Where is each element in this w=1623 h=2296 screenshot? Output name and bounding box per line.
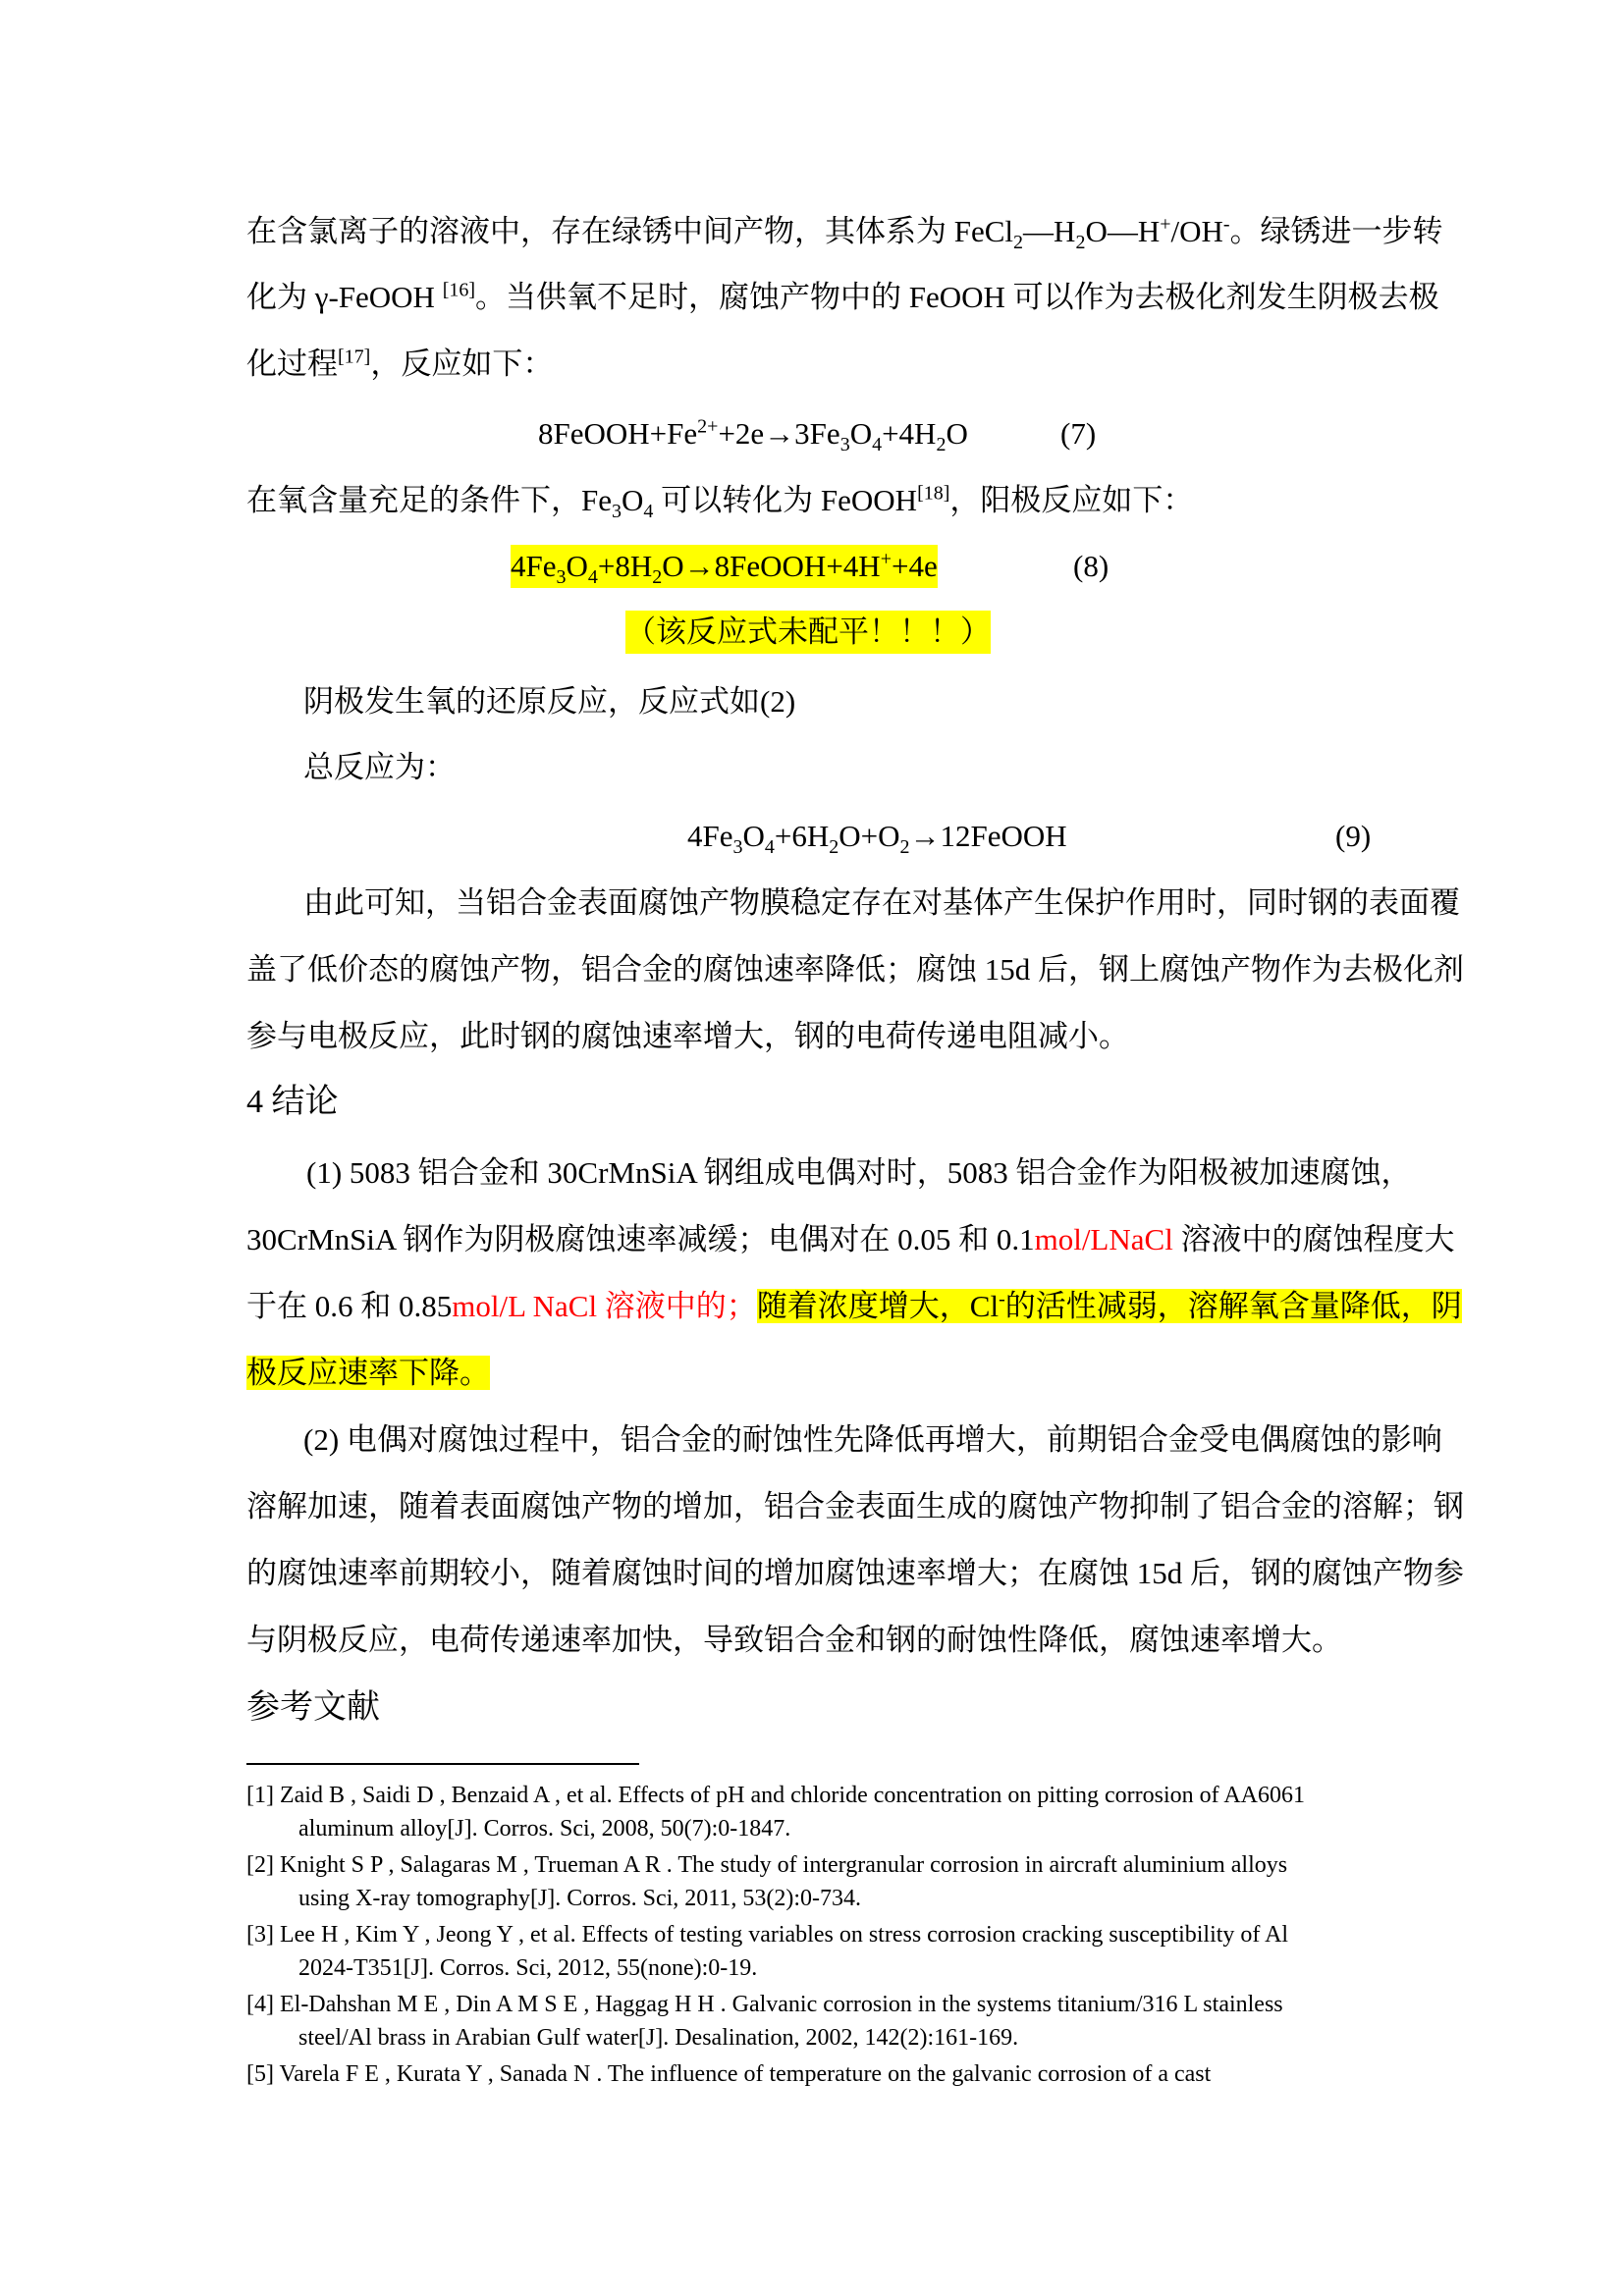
paragraph-1-line-2: 化为 γ-FeOOH [16]。当供氧不足时，腐蚀产物中的 FeOOH 可以作为去极化剂发生阴极去极 (246, 279, 1439, 314)
reference-item: [2] Knight S P , Salagaras M , Trueman A R . The study of intergranular corrosion in aircraft aluminium alloys using X-ray tomography[J]. Corros. Sci, 2011, 53(2):0-734. (246, 1852, 1288, 1911)
reference-item: [1] Zaid B , Saidi D , Benzaid A , et al. Effects of pH and chloride concentration on pitting corrosion of AA6061 aluminum alloy[J]. Corros. Sci, 2008, 50(7):0-1847. (246, 1783, 1305, 1842)
paragraph-5-line-1: 由此可知，当铝合金表面腐蚀产物膜稳定存在对基体产生保护作用时，同时钢的表面覆 (303, 885, 1460, 920)
reference-item: [4] El-Dahshan M E , Din A M S E , Haggag H H . Galvanic corrosion in the systems titanium/316 L stainless steel/Al brass in Arabian Gulf water[J]. Desalination, 2002, 142(2):161-169. (246, 1992, 1283, 2051)
equation-9: $4Fe_3O_4+6H_2O+O_2\to 12FeOOH$ (687, 819, 1067, 859)
section-heading-references: 参考文献 (246, 1689, 380, 1726)
paragraph-2: 在氧含量充足的条件下，$Fe_3O_4$ 可以转化为 FeOOH[18]，阳极反应如下： (246, 482, 1194, 523)
conclusion-2-line-3: 的腐蚀速率前期较小，随着腐蚀时间的增加腐蚀速率增大；在腐蚀 15d 后，钢的腐蚀产物参 (246, 1556, 1464, 1590)
paragraph-5-line-3: 参与电极反应，此时钢的腐蚀速率增大，钢的电荷传递电阻减小。 (246, 1019, 1129, 1053)
citation: [16] (442, 279, 476, 301)
equation-8-number: (8) (1073, 549, 1109, 583)
footnote-rule (246, 1763, 639, 1765)
equation-7-number: (7) (1060, 416, 1097, 451)
citation: [18] (917, 482, 950, 505)
citation: [17] (338, 346, 371, 368)
reference-item: [5] Varela F E , Kurata Y , Sanada N . The influence of temperature on the galvanic corrosion of a cast (246, 2061, 1212, 2087)
conclusion-1-line-3: 于在 0.6 和 0.85mol/L NaCl 溶液中的；随着浓度增大，Cl-的活性减弱，溶解氧含量降低，阴 (246, 1288, 1462, 1323)
conclusion-2-line-2: 溶解加速，随着表面腐蚀产物的增加，铝合金表面生成的腐蚀产物抑制了铝合金的溶解；钢 (246, 1489, 1464, 1523)
paragraph-5-line-2: 盖了低价态的腐蚀产物，铝合金的腐蚀速率降低；腐蚀 15d 后，钢上腐蚀产物作为去极化剂 (246, 952, 1464, 987)
conclusion-1-line-2: 30CrMnSiA 钢作为阴极腐蚀速率减缓；电偶对在 0.05 和 0.1mol/LNaCl 溶液中的腐蚀程度大 (246, 1222, 1455, 1256)
paragraph-4: 总反应为： (303, 750, 456, 784)
conclusion-2-line-4: 与阴极反应，电荷传递速率加快，导致铝合金和钢的耐蚀性降低，腐蚀速率增大。 (246, 1623, 1342, 1657)
conclusion-1-line-1: (1) 5083 铝合金和 30CrMnSiA 钢组成电偶对时，5083 铝合金作为阳极被加速腐蚀， (306, 1155, 1412, 1190)
equation-9-number: (9) (1335, 819, 1372, 853)
equation-8-note: （该反应式未配平！！！） (625, 611, 991, 654)
section-heading-conclusion: 4 结论 (246, 1084, 339, 1120)
paragraph-1-line-1: 在含氯离子的溶液中，存在绿锈中间产物，其体系为 $FeCl_2—H_2O—H^+/OH^-$。绿锈进一步转 (246, 213, 1443, 254)
paragraph-3: 阴极发生氧的还原反应，反应式如(2) (303, 684, 796, 719)
conclusion-2-line-1: (2) 电偶对腐蚀过程中，铝合金的耐蚀性先降低再增大，前期铝合金受电偶腐蚀的影响 (303, 1422, 1442, 1457)
equation-8: $4Fe_3O_4+8H_2O\to 8FeOOH+4H^++4e$ (511, 545, 938, 588)
equation-7: $8FeOOH+Fe^{2+}+2e\to 3Fe_3O_4+4H_2O$ (538, 415, 968, 456)
paragraph-1-line-3: 化过程[17]，反应如下： (246, 346, 554, 381)
conclusion-1-line-4: 极反应速率下降。 (246, 1356, 490, 1390)
reference-item: [3] Lee H , Kim Y , Jeong Y , et al. Effects of testing variables on stress corrosion cracking susceptibility of Al 2024-T351[J]. Corros. Sci, 2012, 55(none):0-19. (246, 1922, 1289, 1981)
